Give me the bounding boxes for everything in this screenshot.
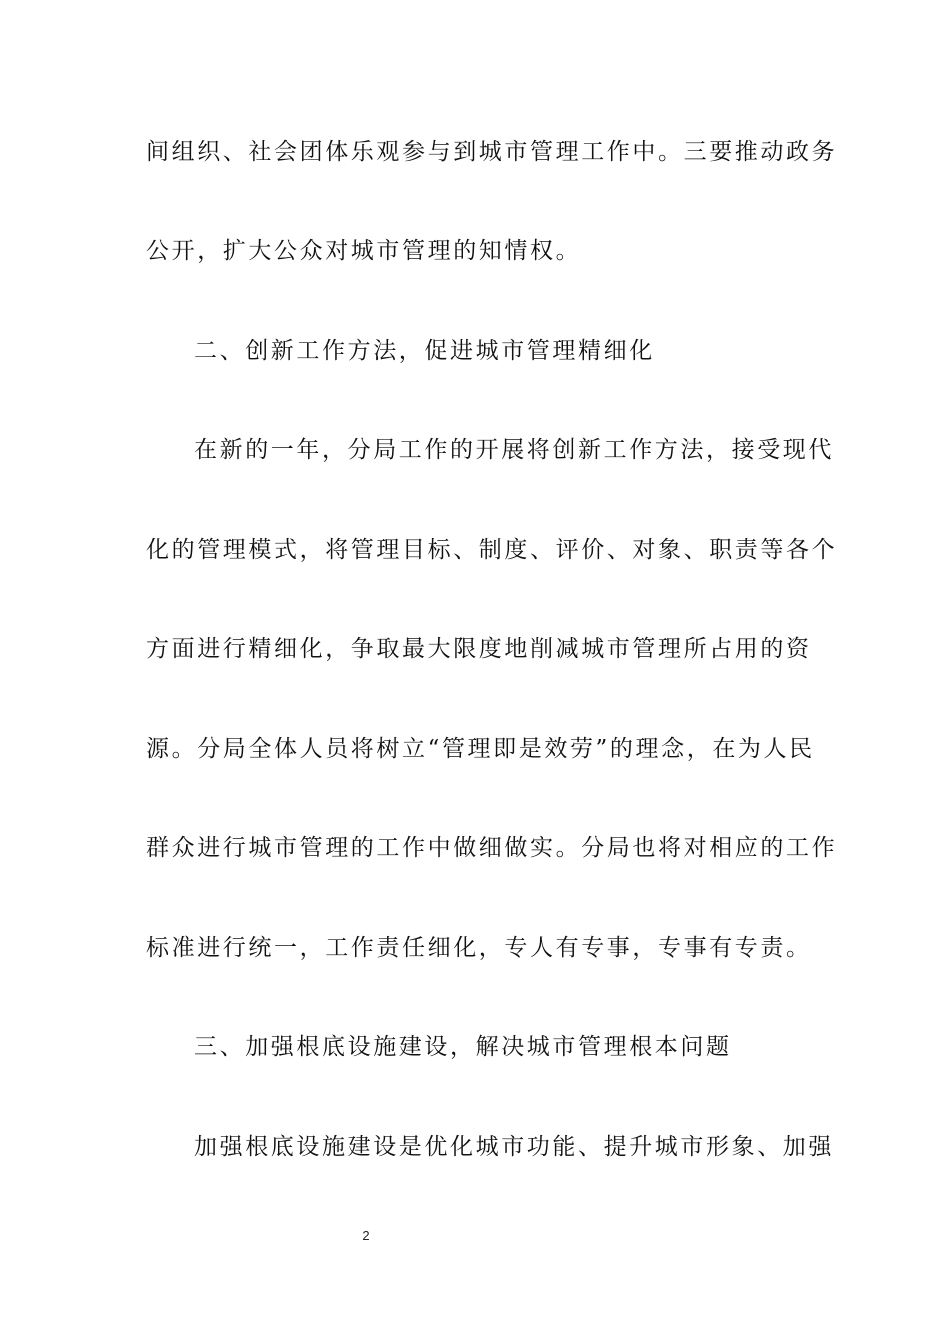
body-text-line: 标准进行统一，工作责任细化，专人有专事，专事有专责。 — [146, 935, 812, 961]
body-text-line: 源。分局全体人员将树立“管理即是效劳”的理念，在为人民 — [146, 736, 815, 762]
section-heading-3: 三、加强根底设施建设，解决城市管理根本问题 — [194, 1034, 732, 1060]
body-text-line: 加强根底设施建设是优化城市功能、提升城市形象、加强 — [194, 1134, 834, 1160]
body-text-line: 方面进行精细化，争取最大限度地削减城市管理所占用的资 — [146, 636, 812, 662]
section-heading-2: 二、创新工作方法，促进城市管理精细化 — [194, 338, 655, 364]
body-text-line: 间组织、社会团体乐观参与到城市管理工作中。三要推动政务 — [146, 139, 838, 165]
page-number: 2 — [362, 1228, 370, 1243]
body-text-line: 在新的一年，分局工作的开展将创新工作方法，接受现代 — [194, 437, 834, 463]
body-text-line: 公开，扩大公众对城市管理的知情权。 — [146, 238, 582, 264]
body-text-line: 群众进行城市管理的工作中做细做实。分局也将对相应的工作 — [146, 835, 838, 861]
body-text-line: 化的管理模式，将管理目标、制度、评价、对象、职责等各个 — [146, 537, 838, 563]
